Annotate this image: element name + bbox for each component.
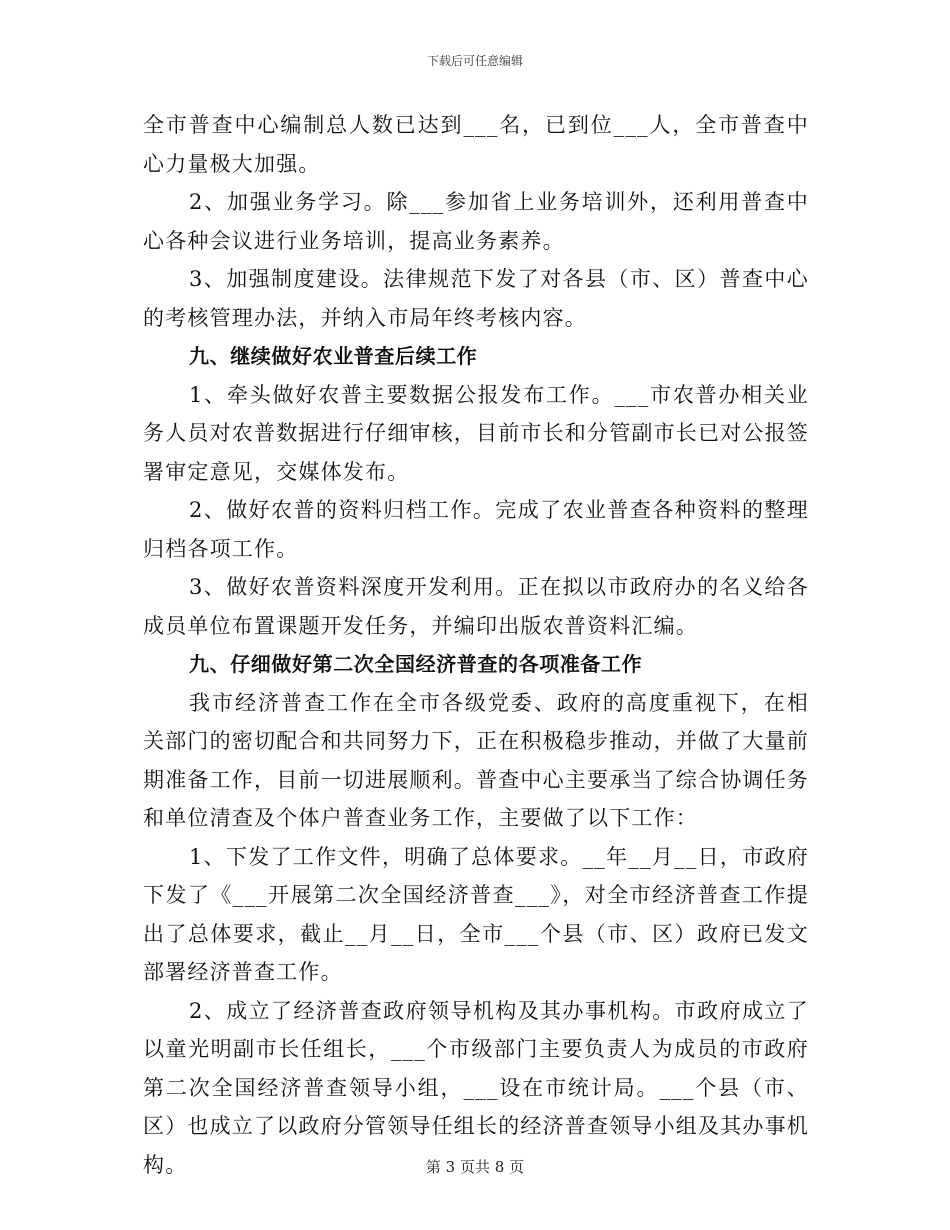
paragraph-8: 1、下发了工作文件，明确了总体要求。__年__月__日，市政府下发了《___开展第二次全国经济普查___》，对全市经济普查工作提出了总体要求，截止__月__日，全市___个县（市、区）政府已发文部署经济普查工作。 bbox=[143, 844, 809, 984]
section-heading-agri: 九、继续做好农业普查后续工作 bbox=[189, 344, 478, 368]
page-header: 下载后可任意编辑 bbox=[426, 54, 523, 68]
paragraph-4: 1、牵头做好农普主要数据公报发布工作。___市农普办相关业务人员对农普数据进行仔细审核，目前市长和分管副市长已对公报签署审定意见，交媒体发布。 bbox=[143, 382, 809, 484]
paragraph-2: 2、加强业务学习。除___参加省上业务培训外，还利用普查中心各种会议进行业务培训，提高业务素养。 bbox=[143, 190, 809, 253]
page-footer: 第 3 页共 8 页 bbox=[425, 1158, 525, 1176]
paragraph-9: 2、成立了经济普查政府领导机构及其办事机构。市政府成立了以童光明副市长任组长，___个市级部门主要负责人为成员的市政府第二次全国经济普查领导小组，___设在市统计局。___个县（市、区）也成立了以政府分管领导任组长的经济普查领导小组及其办事机构。 bbox=[143, 998, 809, 1177]
paragraph-7: 我市经济普查工作在全市各级党委、政府的高度重视下，在相关部门的密切配合和共同努力下，正在积极稳步推动，并做了大量前期准备工作，目前一切进展顺利。普查中心主要承当了综合协调任务和单位清查及个体户普查业务工作，主要做了以下工作： bbox=[143, 690, 809, 830]
paragraph-3: 3、加强制度建设。法律规范下发了对各县（市、区）普查中心的考核管理办法，并纳入市局年终考核内容。 bbox=[143, 267, 809, 330]
document-body bbox=[143, 106, 809, 1184]
paragraph-6: 3、做好农普资料深度开发利用。正在拟以市政府办的名义给各成员单位布置课题开发任务，并编印出版农普资料汇编。 bbox=[143, 575, 809, 638]
section-heading-econ: 九、仔细做好第二次全国经济普查的各项准备工作 bbox=[189, 652, 643, 676]
paragraph-5: 2、做好农普的资料归档工作。完成了农业普查各种资料的整理归档各项工作。 bbox=[143, 498, 809, 561]
paragraph-1: 全市普查中心编制总人数已达到___名，已到位___人，全市普查中心力量极大加强。 bbox=[143, 113, 809, 176]
